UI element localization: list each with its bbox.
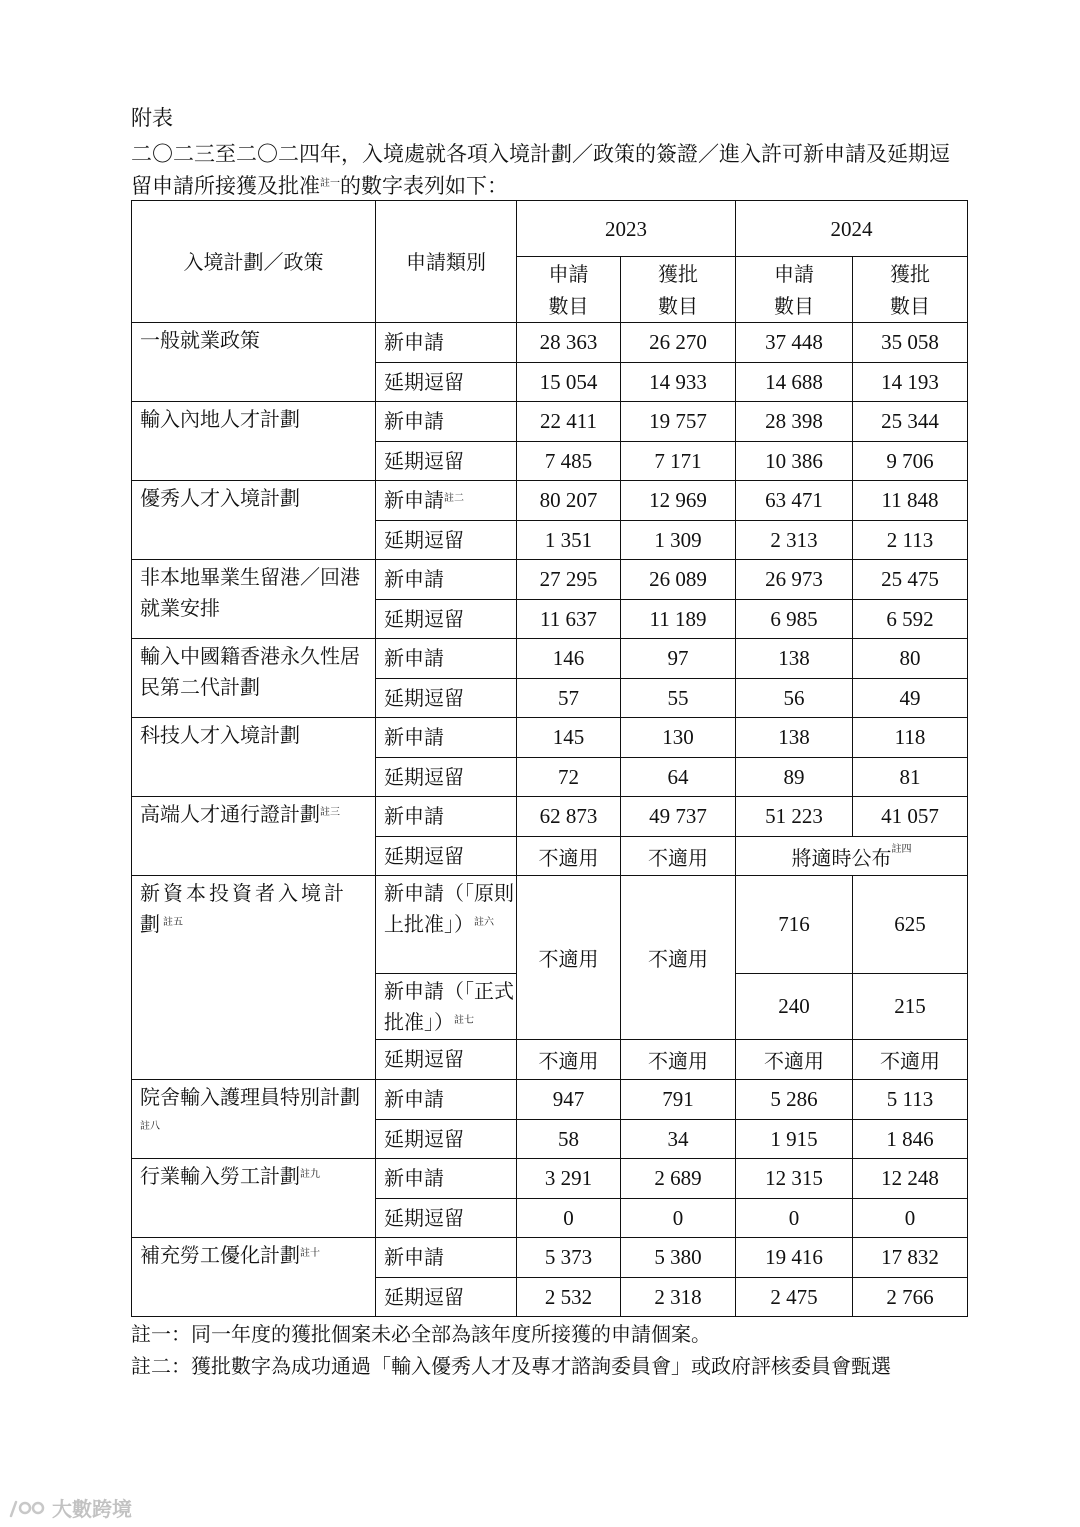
table-cell: 25 475 — [853, 560, 968, 600]
scheme-name: 高端人才通行證計劃$^{註三}$ — [132, 797, 376, 876]
table-cell: 11 637 — [517, 600, 621, 639]
table-cell: 27 295 — [517, 560, 621, 600]
table-cell: 5 373 — [517, 1238, 621, 1278]
table-cell: 240 — [736, 974, 853, 1040]
category-cell: 新申請 — [376, 639, 517, 679]
table-cell: 56 — [736, 679, 853, 718]
table-cell: 0 — [736, 1199, 853, 1238]
table-cell: 5 380 — [621, 1238, 736, 1278]
table-cell: 19 757 — [621, 402, 736, 442]
logo-icon — [8, 1497, 48, 1519]
header-received-2024: 申請 數目 — [736, 257, 853, 323]
table-cell: 15 054 — [517, 363, 621, 402]
table-cell: 19 416 — [736, 1238, 853, 1278]
table-cell: 89 — [736, 758, 853, 797]
header-scheme: 入境計劃／政策 — [132, 201, 376, 323]
table-cell: 14 193 — [853, 363, 968, 402]
table-cell: 12 969 — [621, 481, 736, 521]
table-cell: 49 — [853, 679, 968, 718]
table-cell: 26 270 — [621, 323, 736, 363]
table-row — [132, 402, 968, 442]
table-row — [132, 639, 968, 679]
category-cell: 新申請 — [376, 718, 517, 758]
table-cell: 0 — [853, 1199, 968, 1238]
category-cell: 延期逗留 — [376, 1040, 517, 1080]
table-cell: 80 207 — [517, 481, 621, 521]
footnote-marker: 註十 — [300, 1248, 320, 1259]
table-cell: 2 532 — [517, 1278, 621, 1317]
footnote-marker: 註四 — [891, 843, 912, 855]
table-cell: 62 873 — [517, 797, 621, 837]
table-cell: 49 737 — [621, 797, 736, 837]
table-cell: 34 — [621, 1120, 736, 1159]
table-cell: 不適用 — [517, 1040, 621, 1080]
category-cell: 延期逗留 — [376, 1278, 517, 1317]
intro-paragraph — [131, 138, 951, 202]
footnote-2: 註二：獲批數字為成功通過「輸入優秀人才及專才諮詢委員會」或政府評核委員會甄選 — [131, 1354, 891, 1378]
page-title: 附表 — [131, 106, 173, 130]
table-cell: 28 398 — [736, 402, 853, 442]
category-cell: 新申請（「原則上批准」）$^{註六}$ — [376, 876, 517, 974]
table-cell: 63 471 — [736, 481, 853, 521]
table-cell: 22 411 — [517, 402, 621, 442]
table-cell: 2 113 — [853, 521, 968, 560]
table-cell: 不適用 — [621, 876, 736, 1040]
table-cell: 118 — [853, 718, 968, 758]
scheme-name: 行業輸入勞工計劃$^{註九}$ — [132, 1159, 376, 1238]
scheme-name: 科技人才入境計劃 — [132, 718, 376, 797]
table-cell: 0 — [621, 1199, 736, 1238]
table-row — [132, 1159, 968, 1199]
table-cell: 1 351 — [517, 521, 621, 560]
table-cell: 41 057 — [853, 797, 968, 837]
table-cell: 2 689 — [621, 1159, 736, 1199]
category-cell: 延期逗留 — [376, 679, 517, 718]
watermark — [8, 1493, 132, 1522]
table-row — [132, 718, 968, 758]
table-cell: 80 — [853, 639, 968, 679]
table-cell: 7 171 — [621, 442, 736, 481]
table-cell: 55 — [621, 679, 736, 718]
category-cell: 新申請 — [376, 1080, 517, 1120]
category-cell: 新申請 — [376, 1238, 517, 1278]
category-cell: 新申請 — [376, 402, 517, 442]
table-cell: 6 985 — [736, 600, 853, 639]
category-cell: 延期逗留 — [376, 1199, 517, 1238]
table-cell: 81 — [853, 758, 968, 797]
category-cell: 延期逗留 — [376, 837, 517, 876]
footnotes — [131, 1318, 961, 1382]
scheme-name: 輸入中國籍香港永久性居民第二代計劃 — [132, 639, 376, 718]
table-cell: 26 973 — [736, 560, 853, 600]
category-cell: 新申請 — [376, 797, 517, 837]
header-approved-2024: 獲批 數目 — [853, 257, 968, 323]
footnote-1: 註一：同一年度的獲批個案未必全部為該年度所接獲的申請個案。 — [131, 1322, 711, 1346]
table-cell: 716 — [736, 876, 853, 974]
table-cell: 不適用 — [517, 876, 621, 1040]
header-year-2024: 2024 — [736, 201, 968, 257]
table-row — [132, 797, 968, 837]
footnote-marker: 註二 — [444, 493, 464, 504]
table-cell: 64 — [621, 758, 736, 797]
footnote-marker: 註七 — [454, 1015, 474, 1026]
header-category: 申請類別 — [376, 201, 517, 323]
table-cell: 51 223 — [736, 797, 853, 837]
header-received-2023: 申請 數目 — [517, 257, 621, 323]
table-cell: 97 — [621, 639, 736, 679]
scheme-name: 一般就業政策 — [132, 323, 376, 402]
table-cell: 17 832 — [853, 1238, 968, 1278]
table-cell: 14 688 — [736, 363, 853, 402]
header-year-2023: 2023 — [517, 201, 736, 257]
scheme-name: 新資本投資者入境計劃$^{註五}$ — [132, 876, 376, 1080]
table-cell: 2 475 — [736, 1278, 853, 1317]
table-cell: 將適時公布$^{註四}$ — [736, 837, 968, 876]
table-row — [132, 560, 968, 600]
table-cell: 3 291 — [517, 1159, 621, 1199]
table-row — [132, 876, 968, 974]
header-approved-2023: 獲批 數目 — [621, 257, 736, 323]
table-cell: 11 189 — [621, 600, 736, 639]
table-row — [132, 1080, 968, 1120]
table-cell: 12 248 — [853, 1159, 968, 1199]
category-cell: 延期逗留 — [376, 442, 517, 481]
category-cell: 延期逗留 — [376, 1120, 517, 1159]
table-cell: 6 592 — [853, 600, 968, 639]
scheme-name: 院舍輸入護理員特別計劃$^{註八}$ — [132, 1080, 376, 1159]
table-cell: 不適用 — [853, 1040, 968, 1080]
table-cell: 5 286 — [736, 1080, 853, 1120]
table-row — [132, 323, 968, 363]
category-cell: 新申請 — [376, 560, 517, 600]
table-cell: 146 — [517, 639, 621, 679]
watermark-text: 大數跨境 — [52, 1497, 132, 1521]
table-cell: 0 — [517, 1199, 621, 1238]
table-cell: 不適用 — [621, 837, 736, 876]
table-cell: 1 915 — [736, 1120, 853, 1159]
table-cell: 5 113 — [853, 1080, 968, 1120]
table-cell: 145 — [517, 718, 621, 758]
table-cell: 2 766 — [853, 1278, 968, 1317]
category-cell: 新申請 — [376, 323, 517, 363]
table-cell: 37 448 — [736, 323, 853, 363]
table-cell: 72 — [517, 758, 621, 797]
table-cell: 57 — [517, 679, 621, 718]
table-cell: 25 344 — [853, 402, 968, 442]
footnote-marker: 註六 — [474, 917, 494, 928]
footnote-marker: 註九 — [300, 1169, 320, 1180]
table-cell: 130 — [621, 718, 736, 758]
table-cell: 不適用 — [517, 837, 621, 876]
table-cell: 1 309 — [621, 521, 736, 560]
scheme-name: 補充勞工優化計劃$^{註十}$ — [132, 1238, 376, 1317]
scheme-name: 非本地畢業生留港／回港就業安排 — [132, 560, 376, 639]
table-cell: 2 318 — [621, 1278, 736, 1317]
category-cell: 延期逗留 — [376, 521, 517, 560]
table-cell: 12 315 — [736, 1159, 853, 1199]
table-cell: 138 — [736, 639, 853, 679]
category-cell: 延期逗留 — [376, 363, 517, 402]
table-cell: 947 — [517, 1080, 621, 1120]
footnote-marker: 註五 — [163, 917, 183, 928]
table-cell: 1 846 — [853, 1120, 968, 1159]
footnote-marker: 註八 — [140, 1121, 160, 1132]
table-cell: 2 313 — [736, 521, 853, 560]
statistics-table — [131, 200, 968, 1317]
table-cell: 7 485 — [517, 442, 621, 481]
category-cell: 延期逗留 — [376, 600, 517, 639]
table-cell: 不適用 — [736, 1040, 853, 1080]
table-cell: 11 848 — [853, 481, 968, 521]
category-cell: 新申請（「正式批准」）$^{註七}$ — [376, 974, 517, 1040]
category-cell: 延期逗留 — [376, 758, 517, 797]
category-cell: 新申請$^{註二}$ — [376, 481, 517, 521]
table-cell: 不適用 — [621, 1040, 736, 1080]
table-cell: 28 363 — [517, 323, 621, 363]
table-cell: 14 933 — [621, 363, 736, 402]
intro-text: 二〇二三至二〇二四年，入境處就各項入境計劃／政策的簽證／進入許可新申請及延期逗留申請所接獲及批准 — [131, 142, 950, 198]
intro-text-end: 的數字表列如下： — [340, 174, 508, 198]
table-cell: 10 386 — [736, 442, 853, 481]
table-row — [132, 481, 968, 521]
table-cell: 35 058 — [853, 323, 968, 363]
footnote-marker: 註一 — [320, 178, 340, 189]
scheme-name: 輸入內地人才計劃 — [132, 402, 376, 481]
category-cell: 新申請 — [376, 1159, 517, 1199]
table-cell: 215 — [853, 974, 968, 1040]
table-cell: 625 — [853, 876, 968, 974]
table-cell: 791 — [621, 1080, 736, 1120]
scheme-name: 優秀人才入境計劃 — [132, 481, 376, 560]
table-cell: 138 — [736, 718, 853, 758]
footnote-marker: 註三 — [320, 807, 340, 818]
table-cell: 26 089 — [621, 560, 736, 600]
table-cell: 58 — [517, 1120, 621, 1159]
table-cell: 9 706 — [853, 442, 968, 481]
table-row — [132, 1238, 968, 1278]
